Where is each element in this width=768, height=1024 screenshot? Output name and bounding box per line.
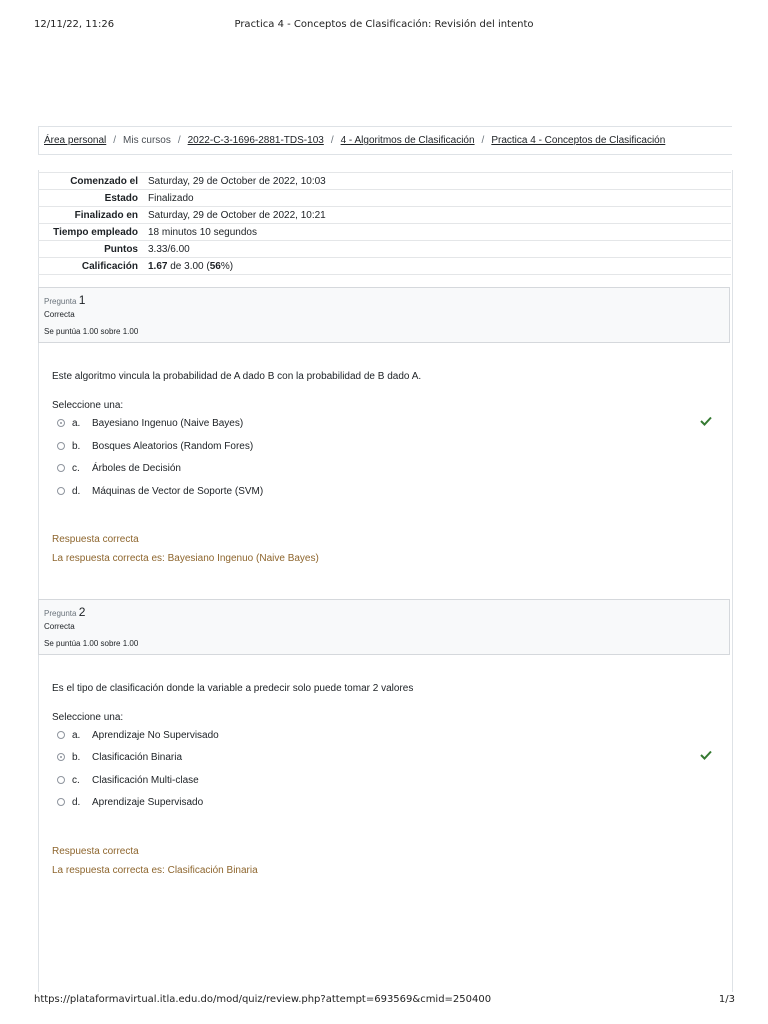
radio-button[interactable]	[57, 776, 65, 784]
option-text: Máquinas de Vector de Soporte (SVM)	[92, 485, 264, 497]
answer-option[interactable]	[57, 728, 219, 742]
answer-option[interactable]	[57, 439, 253, 453]
summary-label: Comenzado el	[38, 173, 148, 190]
summary-row-started	[38, 173, 731, 190]
summary-value: Saturday, 29 de October de 2022, 10:03	[148, 173, 731, 190]
option-letter: d.	[72, 796, 81, 808]
option-letter: d.	[72, 485, 81, 497]
question-info-2	[38, 599, 730, 655]
print-page-number: 1/3	[718, 994, 735, 1005]
answer-option[interactable]	[57, 795, 203, 809]
question-number-value: 1	[78, 293, 86, 307]
summary-label: Tiempo empleado	[38, 224, 148, 241]
question-info-1	[38, 287, 730, 343]
question-grade: Se puntúa 1.00 sobre 1.00	[44, 327, 139, 336]
summary-label: Puntos	[38, 241, 148, 258]
grade-total: de 3.00 (	[167, 260, 210, 272]
option-text: Clasificación Binaria	[92, 751, 183, 763]
breadcrumb-separator: /	[113, 135, 117, 146]
answer-prompt: Seleccione una:	[52, 712, 124, 723]
print-url: https://plataformavirtual.itla.edu.do/mod/quiz/review.php?attempt=693569&cmid=250400	[34, 994, 492, 1005]
radio-button[interactable]	[57, 731, 65, 739]
summary-value: 3.33/6.00	[148, 241, 731, 258]
feedback-text: Respuesta correcta	[52, 534, 139, 545]
summary-row-finished	[38, 207, 731, 224]
question-grade: Se puntúa 1.00 sobre 1.00	[44, 639, 139, 648]
radio-button[interactable]	[57, 798, 65, 806]
summary-value: Saturday, 29 de October de 2022, 10:21	[148, 207, 731, 224]
feedback-text: Respuesta correcta	[52, 846, 139, 857]
radio-button[interactable]	[57, 487, 65, 495]
breadcrumb-separator: /	[330, 135, 334, 146]
summary-row-time	[38, 224, 731, 241]
right-answer-text: La respuesta correcta es: Clasificación Binaria	[52, 865, 258, 876]
summary-row-grade	[38, 258, 731, 275]
option-text: Bayesiano Ingenuo (Naive Bayes)	[92, 417, 244, 429]
print-datetime: 12/11/22, 11:26	[34, 19, 115, 30]
breadcrumb-section-link[interactable]: 4 - Algoritmos de Clasificación	[340, 135, 475, 146]
breadcrumb-separator: /	[481, 135, 485, 146]
breadcrumb-course-link[interactable]: 2022-C-3-1696-2881-TDS-103	[187, 135, 324, 146]
answer-prompt: Seleccione una:	[52, 400, 124, 411]
option-text: Árboles de Decisión	[92, 462, 181, 474]
summary-value	[148, 258, 731, 275]
breadcrumb-home-link[interactable]: Área personal	[44, 135, 107, 146]
question-number	[44, 605, 85, 619]
grade-score: 1.67	[148, 260, 168, 272]
check-icon	[700, 750, 712, 760]
answer-option[interactable]	[57, 773, 199, 787]
print-title: Practica 4 - Conceptos de Clasificación: Revisión del intento	[234, 19, 534, 30]
question-state: Correcta	[44, 310, 75, 319]
summary-value: Finalizado	[148, 190, 731, 207]
option-text: Aprendizaje Supervisado	[92, 796, 204, 808]
summary-row-points	[38, 241, 731, 258]
print-header	[0, 0, 768, 40]
question-state: Correcta	[44, 622, 75, 631]
print-footer	[0, 994, 768, 1014]
question-label: Pregunta	[44, 297, 77, 306]
breadcrumb-courses: Mis cursos	[123, 135, 171, 146]
question-text: Es el tipo de clasificación donde la variable a predecir solo puede tomar 2 valores	[52, 683, 414, 694]
answer-option[interactable]	[57, 484, 263, 498]
radio-button[interactable]	[57, 464, 65, 472]
check-icon	[700, 416, 712, 426]
answer-option[interactable]	[57, 461, 181, 475]
summary-label: Estado	[38, 190, 148, 207]
grade-percent: 56	[209, 260, 221, 272]
option-text: Clasificación Multi-clase	[92, 774, 199, 786]
grade-suffix: %)	[220, 260, 234, 272]
option-text: Aprendizaje No Supervisado	[92, 729, 219, 741]
question-number	[44, 293, 85, 307]
option-letter: c.	[72, 774, 80, 786]
option-letter: a.	[72, 417, 81, 429]
option-letter: b.	[72, 751, 81, 763]
option-letter: a.	[72, 729, 81, 741]
breadcrumb	[38, 126, 732, 155]
summary-label: Finalizado en	[38, 207, 148, 224]
radio-button-selected[interactable]	[57, 419, 65, 427]
answer-option[interactable]	[57, 750, 182, 764]
breadcrumb-separator: /	[177, 135, 181, 146]
option-text: Bosques Aleatorios (Random Fores)	[92, 440, 254, 452]
summary-value: 18 minutos 10 segundos	[148, 224, 731, 241]
attempt-summary-table	[38, 172, 731, 275]
question-label: Pregunta	[44, 609, 77, 618]
summary-row-state	[38, 190, 731, 207]
summary-label: Calificación	[38, 258, 148, 275]
answer-option[interactable]	[57, 416, 243, 430]
option-letter: b.	[72, 440, 81, 452]
question-text: Este algoritmo vincula la probabilidad de A dado B con la probabilidad de B dado A.	[52, 371, 422, 382]
breadcrumb-quiz-link[interactable]: Practica 4 - Conceptos de Clasificación	[491, 135, 666, 146]
right-answer-text: La respuesta correcta es: Bayesiano Ingenuo (Naive Bayes)	[52, 553, 319, 564]
question-number-value: 2	[78, 605, 86, 619]
radio-button-selected[interactable]	[57, 753, 65, 761]
radio-button[interactable]	[57, 442, 65, 450]
option-letter: c.	[72, 462, 80, 474]
